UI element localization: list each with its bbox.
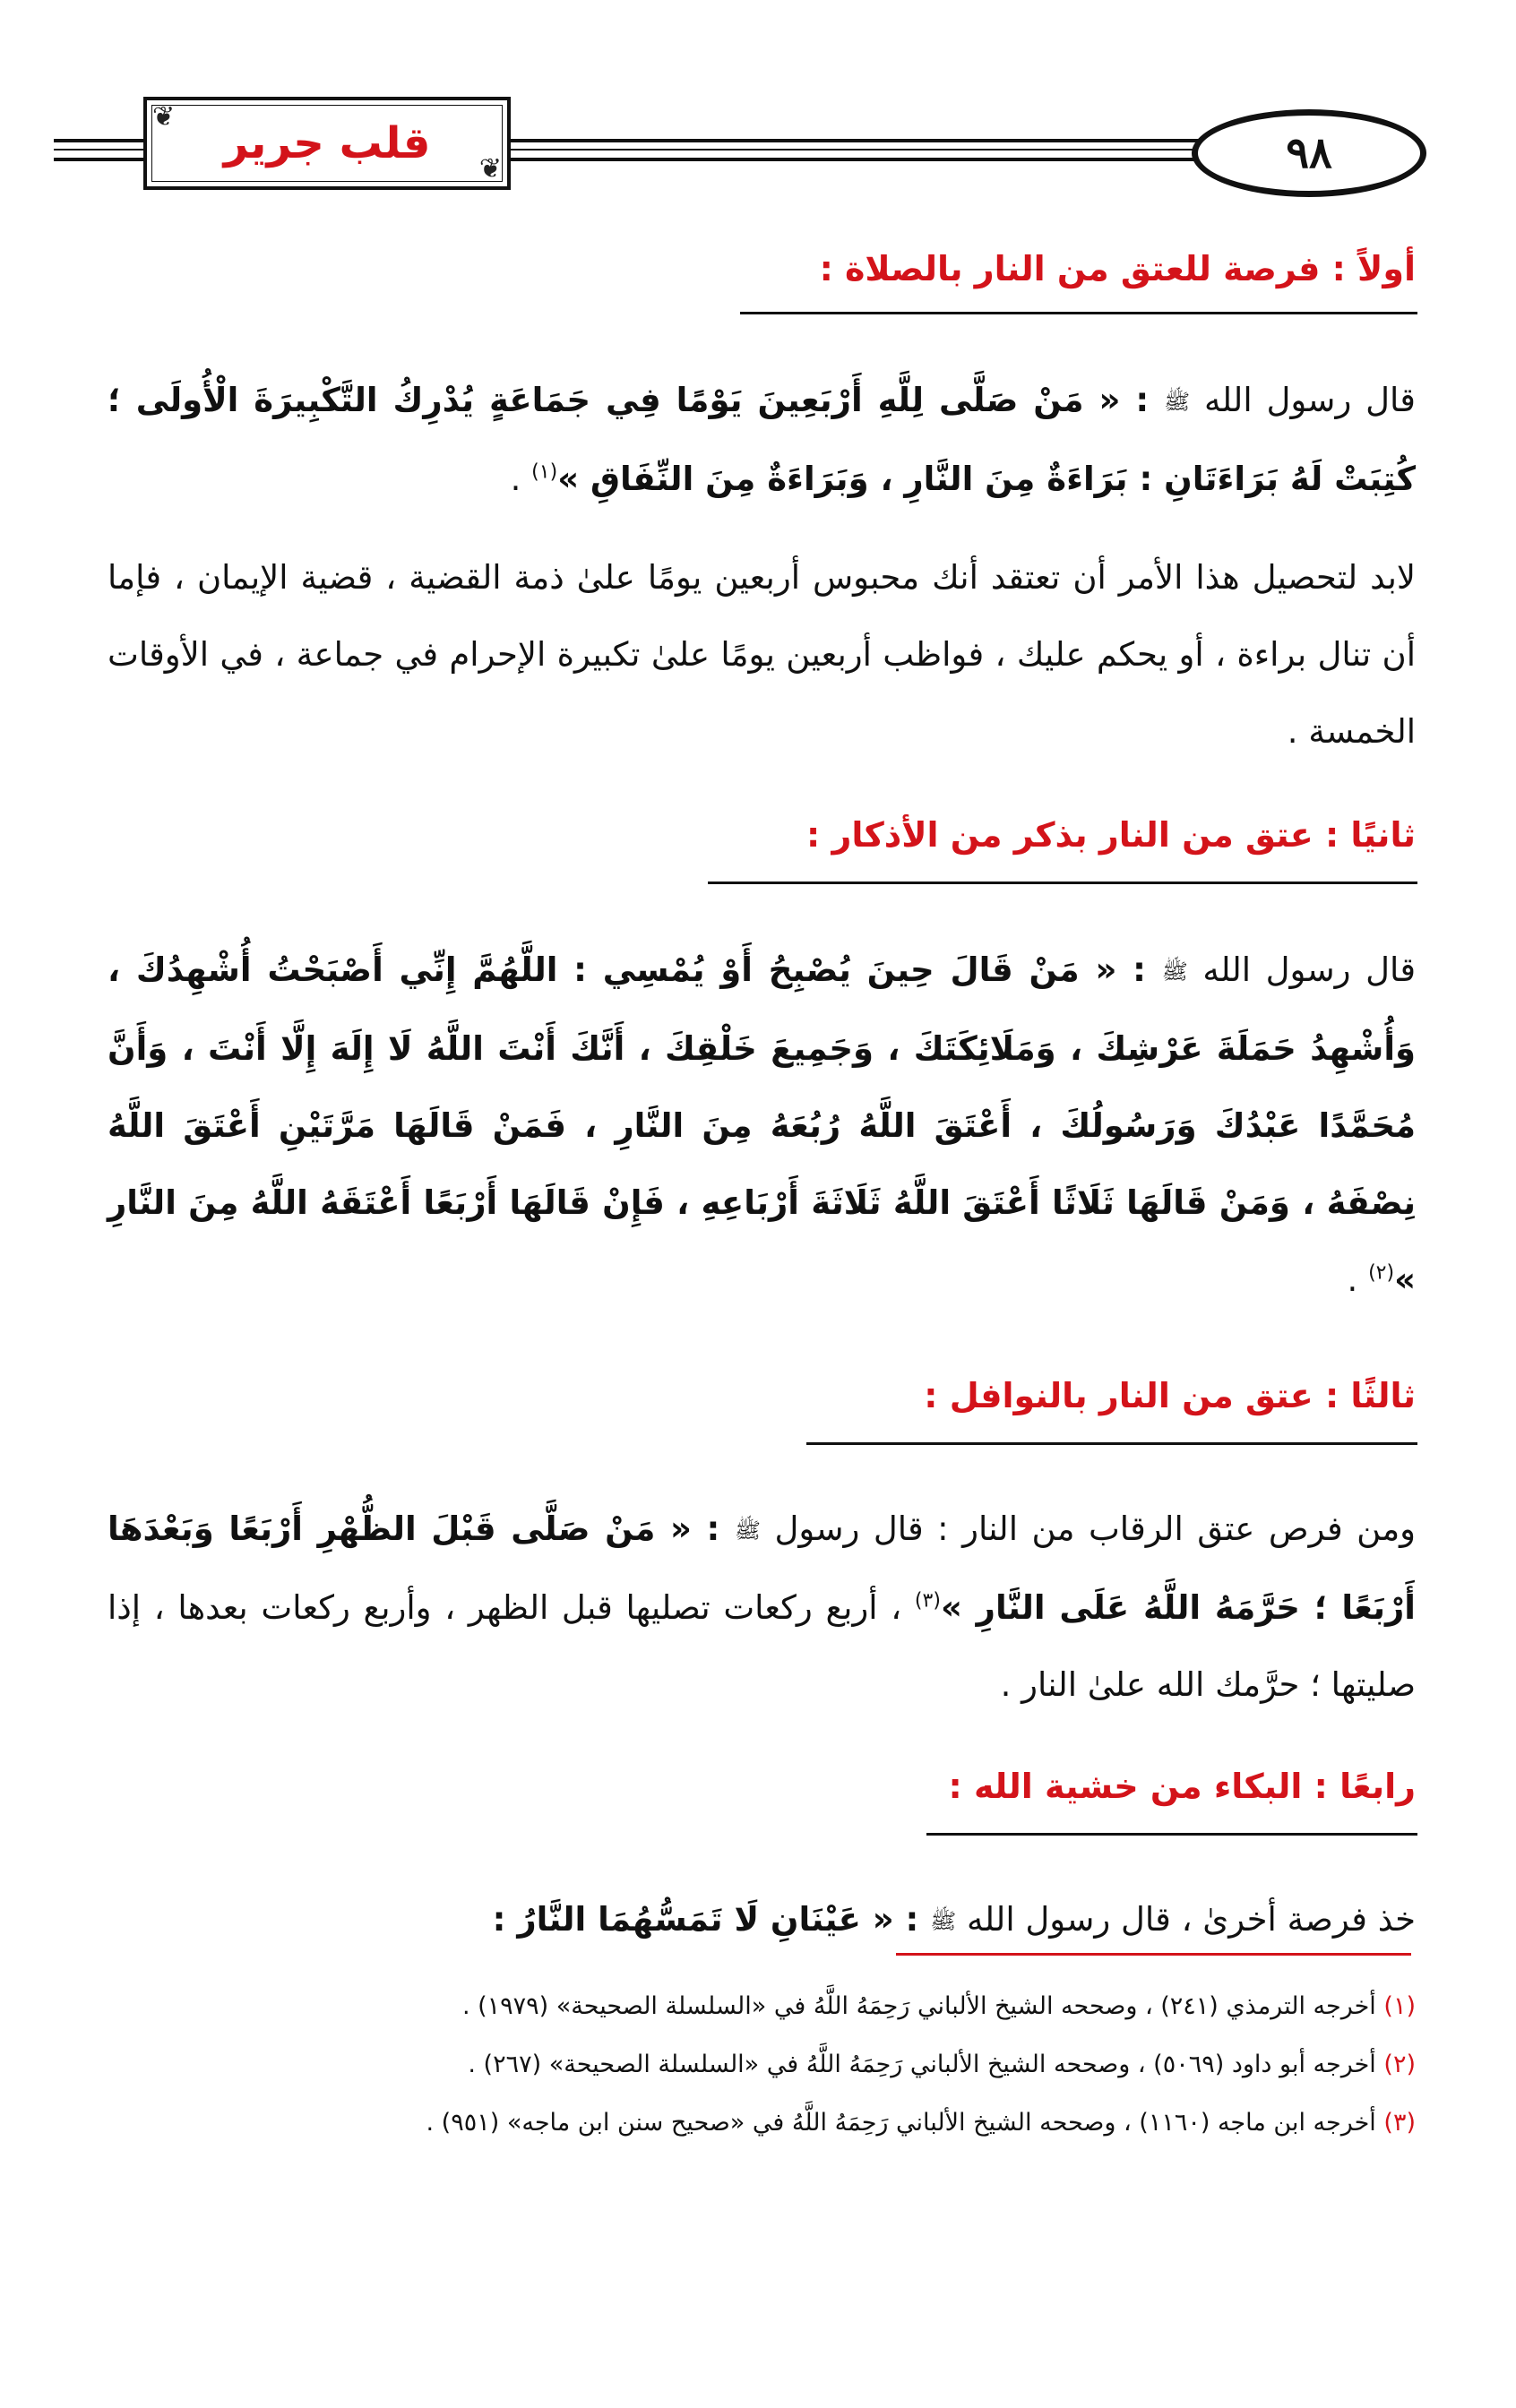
footnote (108, 2047, 1416, 2083)
page-number: ٩٨ (1286, 128, 1332, 178)
section-heading: ثالثًا : عتق من النار بالنوافل : (924, 1376, 1416, 1415)
salla-honorific: ﷺ (1161, 959, 1188, 985)
heading-underline (740, 312, 1417, 314)
paragraph-tail: . (510, 459, 532, 498)
paragraph-intro: خذ فرصة أخرىٰ ، قال رسول الله (966, 1900, 1416, 1939)
body-paragraph: لابد لتحصيل هذا الأمر أن تعتقد أنك محبوس أربعين يومًا علىٰ ذمة القضية ، قضية الإيمان ، فإما أن تنال براءة ، أو يحكم عليك ، فواظب أربعين يومًا علىٰ تكبيرة الإحرام في جماعة ، في الأوقات الخمسة . (108, 558, 1416, 751)
paragraph-tail: . (1347, 1260, 1369, 1299)
corner-ornament-icon: ❦ (478, 153, 502, 185)
salla-honorific: ﷺ (1164, 389, 1191, 415)
hadith-paragraph (108, 932, 1416, 1319)
footnote-text: أخرجه ابن ماجه (١١٦٠) ، وصححه الشيخ الألباني رَحِمَهُ اللَّهُ في «صحيح سنن ابن ماجه» (٩٥١) . (426, 2109, 1376, 2137)
footnote-ref: (٣) (914, 1589, 941, 1612)
section-heading: رابعًا : البكاء من خشية الله : (948, 1767, 1416, 1806)
footnote-text: أخرجه الترمذي (٢٤١) ، وصححه الشيخ الألباني رَحِمَهُ اللَّهُ في «السلسلة الصحيحة» (١٩٧٩) . (461, 1992, 1376, 2020)
section-heading: ثانيًا : عتق من النار بذكر من الأذكار : (806, 815, 1416, 855)
hadith-paragraph (108, 1491, 1416, 1724)
heading-underline (708, 882, 1417, 884)
footnote-number: (٢) (1383, 2051, 1416, 2078)
book-title: قلب جرير (223, 118, 431, 168)
paragraph-intro: ومن فرص عتق الرقاب من النار : قال رسول (774, 1509, 1417, 1548)
book-title-box (143, 97, 511, 190)
paragraph-intro: قال رسول الله (1203, 381, 1416, 419)
hadith-quote: : « مَنْ قَالَ حِينَ يُصْبِحُ أَوْ يُمْسِي : اللَّهُمَّ إِنِّي أَصْبَحْتُ أُشْهِدُكَ ، وَأُشْهِدُ حَمَلَةَ عَرْشِكَ ، وَمَلَائِكَتَكَ ، وَجَمِيعَ خَلْقِكَ ، أَنَّكَ أَنْتَ اللَّهُ لَا إِلَهَ إِلَّا أَنْتَ ، وَأَنَّ مُحَمَّدًا عَبْدُكَ وَرَسُولُكَ ، أَعْتَقَ اللَّهُ رُبُعَهُ مِنَ النَّارِ ، فَمَنْ قَالَهَا مَرَّتَيْنِ أَعْتَقَ اللَّهُ نِصْفَهُ ، وَمَنْ قَالَهَا ثَلَاثًا أَعْتَقَ اللَّهُ ثَلَاثَةَ أَرْبَاعِهِ ، فَإِنْ قَالَهَا أَرْبَعًا أَعْتَقَهُ اللَّهُ مِنَ النَّارِ » (108, 950, 1416, 1299)
footnote-number: (١) (1383, 1992, 1416, 2020)
footnote-ref: (١) (531, 460, 558, 484)
heading-underline (806, 1442, 1417, 1445)
hadith-quote: : « مَنْ صَلَّى قَبْلَ الظُّهْرِ أَرْبَعًا وَبَعْدَهَا أَرْبَعًا ؛ حَرَّمَهُ اللَّهُ عَلَى النَّارِ » (108, 1509, 1416, 1627)
hadith-quote: : « مَنْ صَلَّى لِلَّهِ أَرْبَعِينَ يَوْمًا فِي جَمَاعَةٍ يُدْرِكُ التَّكْبِيرَةَ الْأُولَى ؛ كُتِبَتْ لَهُ بَرَاءَتَانِ : بَرَاءَةٌ مِنَ النَّارِ ، وَبَرَاءَةٌ مِنَ النِّفَاقِ » (108, 381, 1416, 498)
heading-underline (926, 1833, 1417, 1836)
salla-honorific: ﷺ (930, 1908, 957, 1934)
paragraph-intro: قال رسول الله (1202, 950, 1417, 989)
paragraph-tail: ، أربع ركعات تصليها قبل الظهر ، وأربع ركعات بعدها ، إذا صليتها ؛ حرَّمك الله علىٰ النار . (108, 1587, 1416, 1704)
hadith-paragraph (108, 362, 1416, 518)
footnote (108, 2105, 1416, 2141)
section-heading: أولاً : فرصة للعتق من النار بالصلاة : (819, 249, 1416, 288)
corner-ornament-icon: ❦ (152, 101, 176, 133)
footnote-ref: (٢) (1368, 1261, 1395, 1285)
hadith-paragraph (108, 1881, 1416, 1960)
salla-honorific: ﷺ (734, 1518, 761, 1544)
hadith-quote: : « عَيْنَانِ لَا تَمَسُّهُمَا النَّارُ : (492, 1900, 931, 1939)
footnote (108, 1989, 1416, 2025)
footnote-text: أخرجه أبو داود (٥٠٦٩) ، وصححه الشيخ الألباني رَحِمَهُ اللَّهُ في «السلسلة الصحيحة» (٢٦٧) . (468, 2051, 1376, 2078)
page-number-oval (1192, 109, 1426, 197)
footnote-separator (896, 1953, 1411, 1956)
footnote-number: (٣) (1383, 2109, 1416, 2137)
